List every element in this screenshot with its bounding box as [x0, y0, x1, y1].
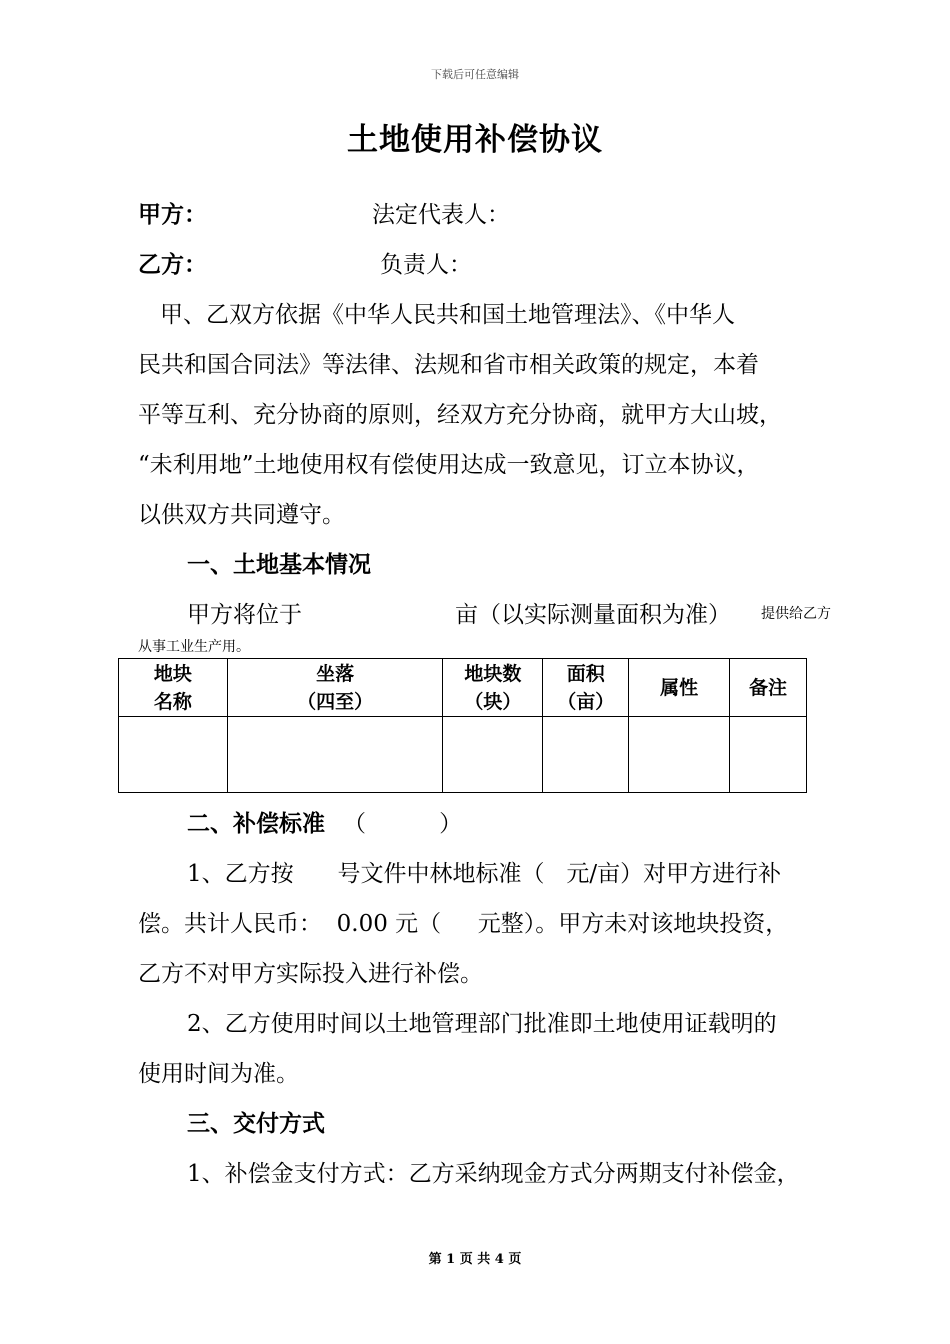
section2-item2-line: 使用时间为准。 — [138, 1061, 299, 1087]
section2-item1-line: 1、乙方按 号文件中林地标准（ 元/亩）对甲方进行补 — [187, 861, 782, 887]
section2-item1-line: 乙方不对甲方实际投入进行补偿。 — [138, 961, 483, 987]
section1-text-tail: 提供给乙方 — [761, 606, 831, 622]
table-cell — [543, 717, 629, 793]
section1-text-next: 从事工业生产用。 — [138, 639, 250, 655]
section2-item1-line: 偿。共计人民币： 0.00 元（ 元整）。甲方未对该地块投资， — [138, 911, 789, 937]
table-cell — [730, 717, 807, 793]
table-header-cell: 地块 名称 — [119, 659, 228, 717]
section3-heading: 三、交付方式 — [187, 1110, 325, 1137]
table-header-cell: 属性 — [629, 659, 730, 717]
table-cell — [227, 717, 443, 793]
intro-line: 甲、乙双方依据《中华人民共和国土地管理法》、《中华人 — [160, 302, 735, 328]
table-header-cell: 地块数 （块） — [443, 659, 543, 717]
header-note: 下载后可任意编辑 — [431, 68, 519, 81]
intro-line: 民共和国合同法》等法律、法规和省市相关政策的规定，本着 — [138, 352, 759, 378]
table-cell — [119, 717, 228, 793]
party-a-label: 甲方： — [138, 201, 207, 228]
section1-text-a: 甲方将位于 — [187, 602, 302, 628]
table-header-cell: 备注 — [730, 659, 807, 717]
document-title: 土地使用补偿协议 — [347, 122, 603, 158]
page-footer: 第 1 页 共 4 页 — [428, 1252, 522, 1267]
table-header-cell: 面积 （亩） — [543, 659, 629, 717]
party-a-rep-label: 法定代表人： — [372, 202, 510, 228]
section2-heading: 二、补偿标准 — [187, 810, 325, 837]
table-row — [119, 717, 807, 793]
section3-item1-line: 1、补偿金支付方式：乙方采纳现金方式分两期支付补偿金， — [187, 1161, 800, 1187]
intro-line: 以供双方共同遵守。 — [138, 502, 345, 528]
section2-heading-paren: （ ） — [343, 811, 463, 837]
intro-line: “未利用地”土地使用权有偿使用达成一致意见，订立本协议， — [138, 452, 760, 478]
table-cell — [443, 717, 543, 793]
party-b-rep-label: 负责人： — [380, 252, 472, 278]
table-header-row — [119, 659, 807, 717]
section1-text-b: 亩（以实际测量面积为准） — [455, 602, 731, 628]
party-b-label: 乙方： — [138, 251, 207, 278]
intro-line: 平等互利、充分协商的原则，经双方充分协商，就甲方大山坡， — [138, 402, 782, 428]
table-header-cell: 坐落 （四至） — [227, 659, 443, 717]
land-info-table — [118, 658, 807, 793]
section2-item2-line: 2、乙方使用时间以土地管理部门批准即土地使用证载明的 — [187, 1011, 777, 1037]
section1-heading: 一、土地基本情况 — [187, 551, 371, 578]
table-cell — [629, 717, 730, 793]
